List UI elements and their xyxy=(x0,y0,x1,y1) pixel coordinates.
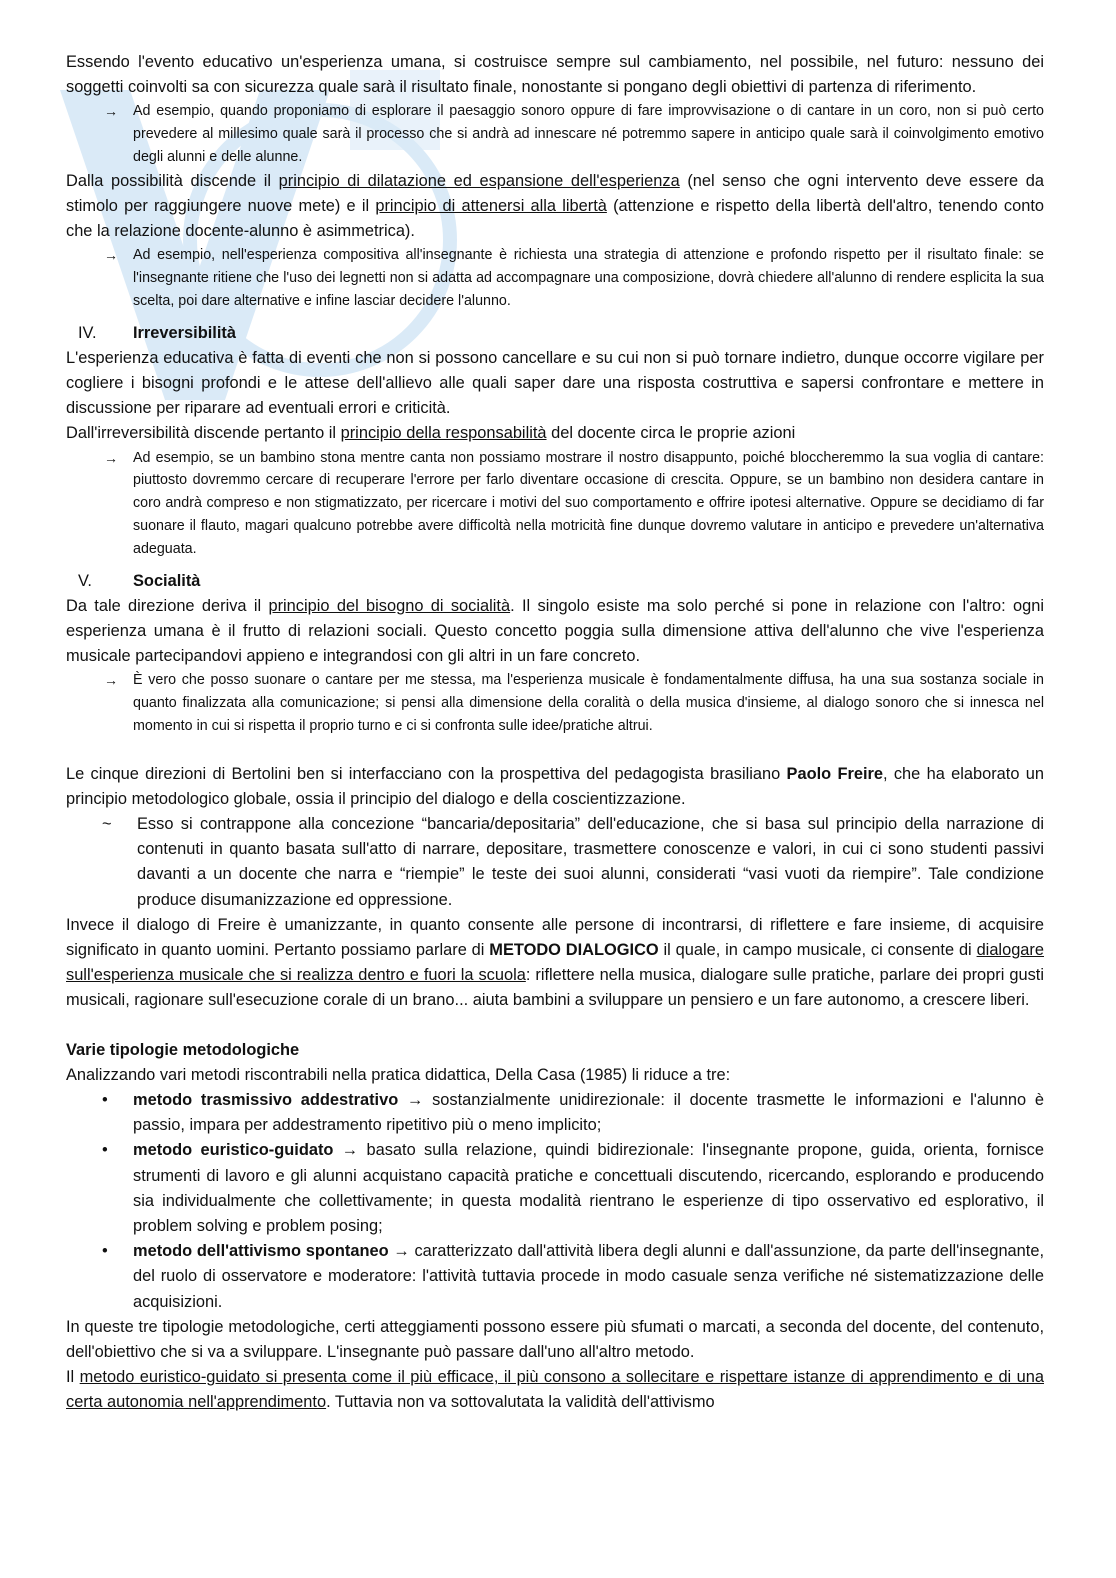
underlined-principle: principio del bisogno di socialità xyxy=(268,596,511,615)
paragraph-dialogico: Invece il dialogo di Freire è umanizzante, in quanto consente alle persone di incontrarsi, di riflettere e fare insieme, di acquisire significato in quanto uomini. Pertanto possiamo parlare di METODO DIALOGICO il quale, in campo musicale, ci consente di dialogare sull'esperienza musicale che si realizza dentro e fuori la scuola: riflettere nella musica, dialogare sulle pratiche, parlare dei propri gusti musicali, ragionare sull'esecuzione corale di un brano... aiuta bambini a sviluppare un pensiero e un fare autonomo, a crescere liberi. xyxy=(66,915,1044,1010)
paragraph-final: Il metodo euristico-guidato si presenta come il più efficace, il più consono a sollecitare e rispettare istanze di apprendimento e di una certa autonomia nell'apprendimento. Tuttavia non va sottovalutata la validità dell'attivismo xyxy=(66,1368,1045,1412)
underlined-phrase: dialogare sull'esperienza musicale che si realizza dentro e fuori la scuola xyxy=(66,941,1044,985)
heading-title: Socialità xyxy=(133,571,201,590)
paragraph-irreversibilita: L'esperienza educativa è fatta di eventi che non si possono cancellare e su cui non si può tornare indietro, dunque occorre vigilare per cogliere i bisogni profondi e le attese dell'allievo alle quali saper dare una risposta costruttiva e sapersi confrontare e mettere in discussione per riparare ad eventuali errori e criticità. xyxy=(66,348,1044,418)
tilde-text: Esso si contrappone alla concezione “bancaria/depositaria” dell'educazione, che si basa sul principio della narrazione di contenuti in quanto basata sull'atto di narrare, depositare, trasmettere conoscenze e valori, in cui ci sono studenti passivi davanti a un docente che narra e “riempie” le teste dei suoi alunni, considerati “vasi vuoti da riempire”. Tale condizione produce disumanizzazione ed oppressione. xyxy=(137,815,1044,909)
paragraph-tipologie: In queste tre tipologie metodologiche, certi atteggiamenti possono essere più sfumati o marcati, a seconda del docente, del contenuto, dell'obiettivo che si va a sviluppare. L'insegnante può passare dall'uno all'altro metodo. xyxy=(66,1317,1044,1362)
example-text: Ad esempio, nell'esperienza compositiva all'insegnante è richiesta una strategia di attenzione e profondo rispetto per il risultato finale: se l'insegnante ritiene che l'uso dei legnetti non si adatta ad accompagnare una composizione, dovrà chiedere all'alunno di rendere esplicita la sua scelta, poi dare alternative e infine lasciar decidere l'alunno. xyxy=(133,247,1044,309)
underlined-phrase: metodo euristico-guidato si presenta come il più efficace, il più consono a sollecitare e rispettare istanze di apprendimento e di una certa autonomia nell'apprendimento xyxy=(66,1368,1045,1412)
example-item xyxy=(66,669,1044,737)
heading-irreversibilita xyxy=(66,321,1044,346)
tilde-item xyxy=(66,812,1044,913)
bullet-dot-icon: • xyxy=(102,1141,108,1160)
bullet-dot-icon: • xyxy=(102,1091,108,1110)
example-item xyxy=(66,447,1044,561)
heading-number: V. xyxy=(78,571,92,590)
bullet-item: • metodo dell'attivismo spontaneo → caratterizzato dall'attività libera degli alunni e dall'assunzione, da parte dell'insegnante, del ruolo di osservatore e moderatore: l'attività tuttavia procede in modo casuale senza verifiche né sistematizzazione delle acquisizioni. xyxy=(66,1239,1044,1315)
paragraph-intro: Essendo l'evento educativo un'esperienza umana, si costruisce sempre sul cambiamento, nel possibile, nel futuro: nessuno dei soggetti coinvolti sa con sicurezza quale sarà il risultato finale, nonostante si pongano degli obiettivi di partenza di riferimento. xyxy=(66,53,1044,97)
bullet-item: • metodo trasmissivo addestrativo → sostanzialmente unidirezionale: il docente trasmette le informazioni e l'alunno è passio, impara per addestramento ripetitivo più o meno implicito; xyxy=(66,1088,1044,1138)
example-item xyxy=(66,100,1044,168)
arrow-bullet-icon: → xyxy=(104,247,118,264)
paragraph-responsabilita: Dall'irreversibilità discende pertanto il principio della responsabilità del docente circa le proprie azioni xyxy=(66,424,796,443)
document-page xyxy=(66,50,1044,1416)
section-title: Varie tipologie metodologiche xyxy=(66,1040,300,1059)
arrow-bullet-icon: → xyxy=(104,672,118,689)
paragraph-freire: Le cinque direzioni di Bertolini ben si interfacciano con la prospettiva del pedagogista brasiliano Paolo Freire, che ha elaborato un principio metodologico globale, ossia il principio del dialogo e della coscientizzazione. xyxy=(66,764,1044,808)
bullet-item: • metodo euristico-guidato → basato sulla relazione, quindi bidirezionale: l'insegnante propone, guida, orienta, fornisce strumenti di lavoro e gli alunni acquistano capacità pratiche e concettuali discutendo, ricercando, esplorando e producendo sia individualmente che collettivamente; in questa modalità rientrano le esperienze di tipo osservativo ed esplorativo, il problem solving e problem posing; xyxy=(66,1138,1044,1239)
arrow-bullet-icon: → xyxy=(104,449,118,466)
heading-number: IV. xyxy=(78,323,97,342)
heading-title: Irreversibilità xyxy=(133,323,236,342)
example-item xyxy=(66,244,1044,312)
paragraph-socialita: Da tale direzione deriva il principio del bisogno di socialità. Il singolo esiste ma solo perché si pone in relazione con l'altro: ogni esperienza umana è il frutto di relazioni sociali. Questo concetto poggia sulla dimensione attiva dell'alunno che vive l'esperienza musicale partecipandovi appieno e integrandosi con gli altri in un fare concreto. xyxy=(66,596,1045,665)
underlined-principle: principio di attenersi alla libertà xyxy=(375,197,607,215)
underlined-principle: principio di dilatazione ed espansione dell'esperienza xyxy=(278,171,680,190)
bullet-dot-icon: • xyxy=(102,1242,108,1261)
arrow-bullet-icon: → xyxy=(104,103,118,120)
tilde-bullet-icon: ~ xyxy=(102,815,112,833)
example-text: È vero che posso suonare o cantare per me stessa, ma l'esperienza musicale è fondamentalmente diffusa, ha una sua sostanza sociale in quanto finalizzata alla comunicazione; si pensi alla dimensione della coralità o della musica d'insieme, al dialogo sonoro che si innesca nel momento in cui si rispetta il proprio turno e ci si confronta sulle idee/pratiche altrui. xyxy=(133,672,1044,734)
paragraph-dilatazione: Dalla possibilità discende il principio di dilatazione ed espansione dell'esperienza (nel senso che ogni intervento deve essere da stimolo per raggiungere nuove mete) e il principio di attenersi alla libertà (attenzione e rispetto della libertà dell'altro, tenendo conto che la relazione docente-alunno è asimmetrica). xyxy=(66,171,1045,241)
heading-socialita xyxy=(66,569,1044,594)
example-text: Ad esempio, quando proponiamo di esplorare il paesaggio sonoro oppure di fare improvvisazione o di cantare in un coro, non si può certo prevedere al millesimo quale sarà il processo che si andrà ad innescare né potremmo sapere in anticipo quale sarà il coinvolgimento emotivo degli alunni e delle alunne. xyxy=(133,103,1044,165)
underlined-principle: principio della responsabilità xyxy=(340,424,547,443)
example-text: Ad esempio, se un bambino stona mentre canta non possiamo mostrare il nostro disappunto, poiché bloccheremmo la sua voglia di cantare: piuttosto dovremmo cercare di recuperare l'errore per farlo diventare occasione di crescita. Oppure, se un bambino non desidera cantare in coro andrà compreso e non stigmatizzato, per ricercare i motivi del suo comportamento e offrire ipotesi alternative. Oppure se decidiamo di far suonare il flauto, magari qualcuno potrebbe avere difficoltà nella motricità fine dunque dovremo valutare in anticipo e prevedere un'alternativa adeguata. xyxy=(133,449,1044,557)
paragraph-della-casa: Analizzando vari metodi riscontrabili nella pratica didattica, Della Casa (1985) li riduce a tre: xyxy=(66,1065,731,1084)
